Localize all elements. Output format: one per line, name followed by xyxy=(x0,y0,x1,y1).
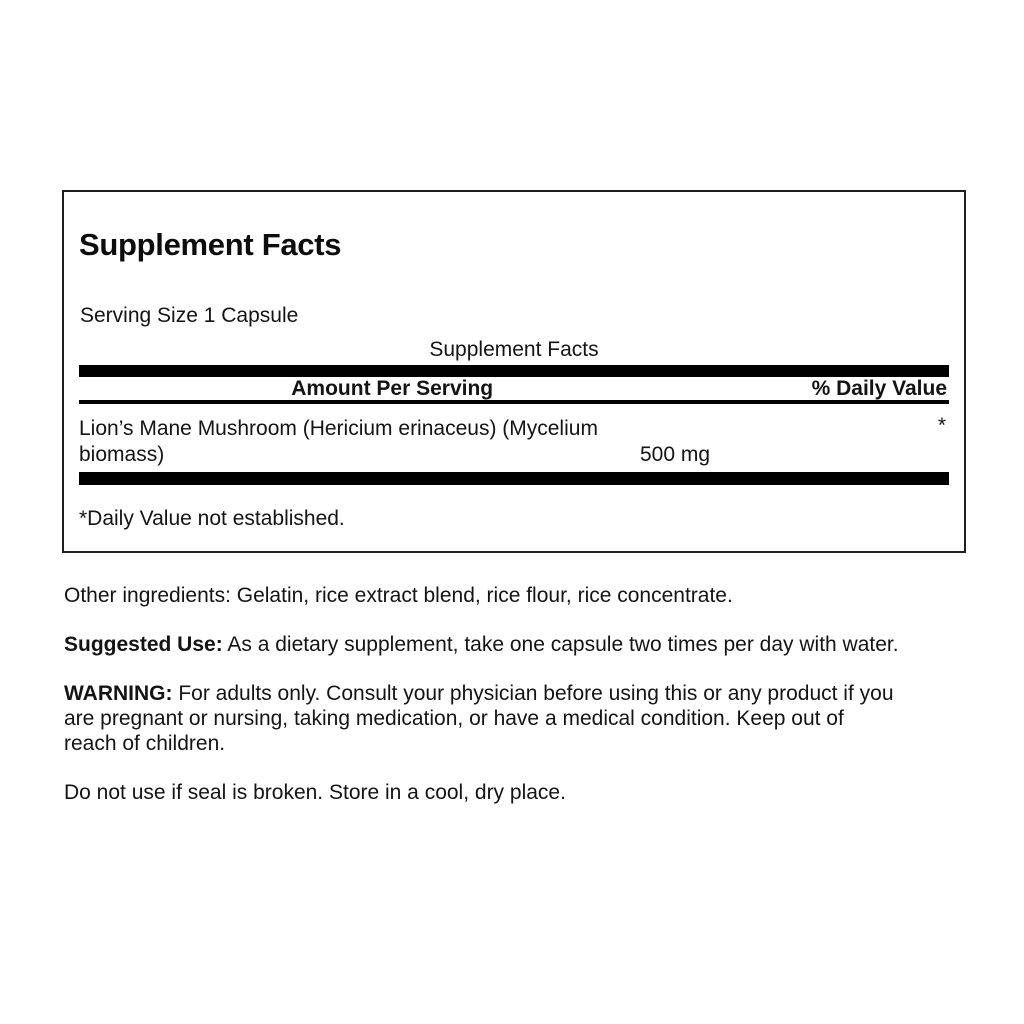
ingredient-amount: 500 mg xyxy=(640,443,711,466)
table-header-row xyxy=(79,377,949,400)
serving-size: Serving Size 1 Capsule xyxy=(80,304,299,327)
divider-thin xyxy=(79,400,949,404)
divider-thick-top xyxy=(79,365,949,377)
ingredient-daily-value: * xyxy=(937,414,946,437)
suggested-use-label: Suggested Use: xyxy=(64,633,223,656)
amount-per-serving-header: Amount Per Serving xyxy=(291,377,494,400)
daily-value-footnote: *Daily Value not established. xyxy=(79,507,345,530)
supplement-facts-panel xyxy=(62,190,966,553)
panel-title: Supplement Facts xyxy=(79,227,342,262)
table-caption: Supplement Facts xyxy=(429,338,599,361)
label-details xyxy=(64,583,902,805)
divider-thick-bottom xyxy=(79,472,949,485)
ingredient-row xyxy=(79,416,949,468)
ingredient-name: Lion’s Mane Mushroom (Hericium erinaceus) (Mycelium biomass) xyxy=(79,417,598,466)
suggested-use-text: As a dietary supplement, take one capsule two times per day with water. xyxy=(227,633,899,656)
other-ingredients: Other ingredients: Gelatin, rice extract blend, rice flour, rice concentrate. xyxy=(64,584,733,607)
warning xyxy=(64,681,902,756)
daily-value-header: % Daily Value xyxy=(811,377,947,400)
suggested-use xyxy=(64,632,902,657)
warning-text: For adults only. Consult your physician before using this or any product if you are pregnant or nursing, taking medication, or have a medical condition. Keep out of reach of children. xyxy=(64,682,894,755)
storage-note: Do not use if seal is broken. Store in a cool, dry place. xyxy=(64,781,566,804)
warning-label: WARNING: xyxy=(64,682,173,705)
